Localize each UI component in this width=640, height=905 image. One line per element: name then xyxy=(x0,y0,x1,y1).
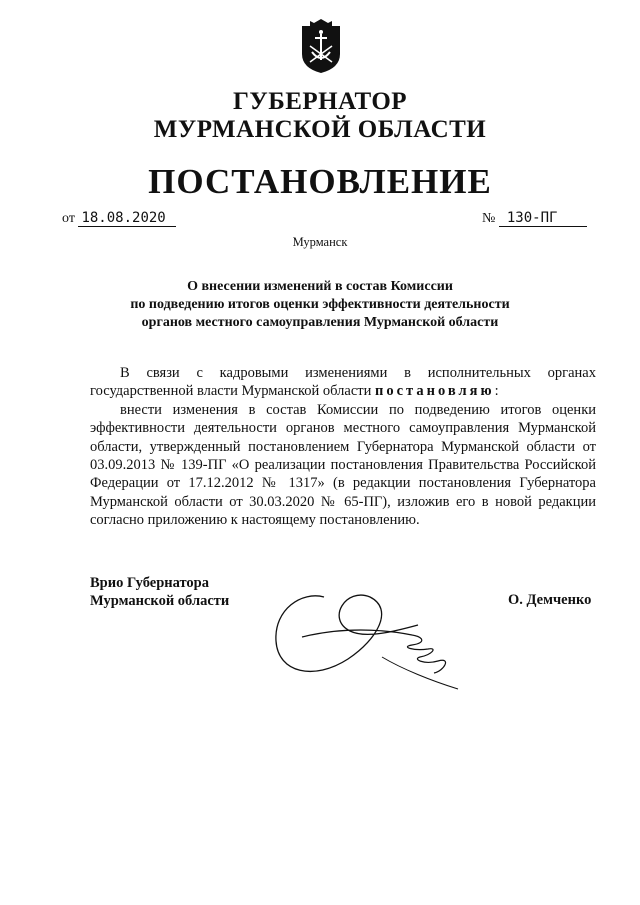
document-type: ПОСТАНОВЛЕНИЕ xyxy=(148,162,492,201)
body-paragraph-2: внести изменения в состав Комиссии по подведению итогов оценки эффективности деятельности органов местного самоуправления Мурманской области, утвержденный постановлением Губернатора Мурманской области от 03.09.2013 № 139-ПГ «О реализации постановления Правительства Российской Федерации от 17.12.2012 № 1317» (в редакции постановления Губернатора Мурманской области от 30.03.2020 № 65-ПГ), изложив его в новой редакции согласно приложению к настоящему постановлению. xyxy=(90,401,596,529)
signatory-name: О. Демченко xyxy=(508,592,592,608)
position-line: Врио Губернатора xyxy=(90,575,209,591)
handwritten-signature xyxy=(262,585,462,695)
document-subject xyxy=(100,278,540,332)
date-row xyxy=(62,210,176,227)
number-row xyxy=(482,210,587,227)
city: Мурманск xyxy=(292,235,348,249)
document-number: 130-ПГ xyxy=(499,210,587,227)
authority-region: МУРМАНСКОЙ ОБЛАСТИ xyxy=(153,116,487,143)
subject-line: органов местного самоуправления Мурманской области xyxy=(141,315,499,330)
preamble-end: : xyxy=(494,383,499,400)
signatory-position xyxy=(90,574,229,610)
number-label: № xyxy=(482,211,496,226)
body-paragraph-1 xyxy=(90,364,596,401)
subject-line: по подведению итогов оценки эффективности деятельности xyxy=(130,297,510,312)
authority-title: ГУБЕРНАТОР xyxy=(232,88,408,115)
date-label: от xyxy=(62,211,75,226)
subject-line: О внесении изменений в состав Комиссии xyxy=(187,279,453,294)
coat-of-arms-icon xyxy=(300,18,342,74)
document-date: 18.08.2020 xyxy=(78,210,176,227)
document-body xyxy=(90,364,596,530)
decree-word: постановляю xyxy=(375,383,495,400)
preamble-text: В связи с кадровыми изменениями в исполнительных органах государственной власти Мурманской области xyxy=(90,365,596,400)
position-line: Мурманской области xyxy=(90,593,230,609)
